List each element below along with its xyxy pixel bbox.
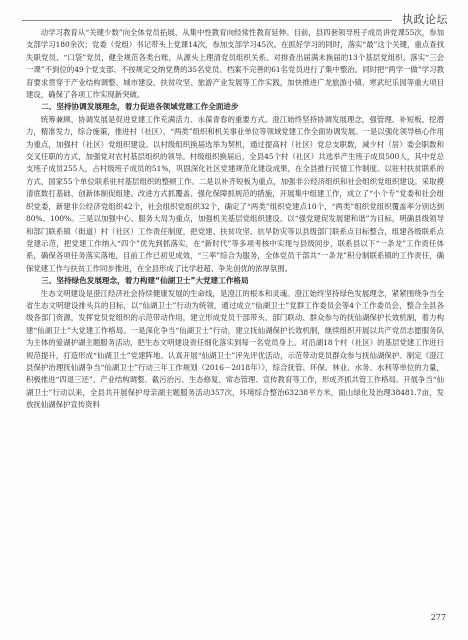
paragraph: 动学习教育从“关键少数”向全体党员拓展、从集中性教育向经常性教育延伸。目前，县四套领导班子成员讲党课55次，参加支部学习180余次；党委（党组）书记带头上党课14次，参加支部学习45次。在抓好学习的同时，落实“最”这个关键，重点查找失职党员、“口袋”党员，健全规范各类台账，从源头上理清党员组织关系。对排查出届满未换届的13个基层党组织、落实“三会一课”不到位的49个党支部、不按规定交纳党费的35名党员、档案不完善的61名党员进行了集中整治。同时把“两学一做”学习教育要求贯穿于产业结构调整、城市建设、扶贫攻坚、旅游产业发展等工作实践，加快推进广龙旅游小镇、寒武纪乐园等重大项目建设，确保了各项工作实现新突破。 [26,28,444,100]
paragraph: 统筹兼顾、协调发展是促进党建工作充满活力、永葆青春的重要方式。澄江始终坚持协调发展理念，强管理、补短板、挖潜力，精准发力，综合施策，推进村（社区）、“两类”组织和机关事业单位等领域党建工作全面协调发展。一是以强化领导核心作用为重点，加强村（社区）党组织建设。以村级组织换届选举为契机，通过提高村（社区）党总支职数，减少村（居）委会职数和交叉任职的方式，加强党对农村基层组织的领导。村级组织换届后，全县45个村（社区）共选举产生班子成员500人，其中党总支班子成员255人，占村级班子成员的51%，巩固深化社区党建规范化建设成果，在全县推行民情工作制度。以驻村扶贫联系的方式，国家55个单位联系驻村基层组织的整顿工作。二是以补齐短板为重点，加强非公经济组织和社会组织党组织建设。采取摸清底数打基础、创新体制促组建、改进方式抓覆盖、强化保障抓规范的措施，开展集中组建工作，成立了“小个专”党委和社会组织党委，新建非公经济党组织42个，社会组织党组织32个，确定了“两类”组织党建点10个，“两类”组织党组织覆盖率分别达到80%、100%。三是以加强中心、服务大局为重点，加强机关基层党组织建设。以“强党建促发展建和谐”为目标，明确县级领导和部门联系镇（街道）村（社区）工作责任制度，把党建、扶贫攻坚、抗旱防灾等以县级部门联系点目标整合，组建各级联系点党建示范，把党建工作纳入“四个”优先到抓落实，在“新时代”等多项考核中实现与县级同步，联系县以下“一条龙”工作责任体系，确保各项任务落实落地，目前工作已初见成效，“三率”综合为服务，全体党员干部共“一条龙”积分制联系镇的工作责任，确保党建工作与扶贫工作同步推进，在全县形成了比学赶超、争先创优的浓厚氛围。 [26,114,444,273]
running-header [0,0,468,30]
section-heading: 二、坚持协调发展理念，着力促进各领域党建工作全面进步 [41,102,239,112]
header-title: 执政论坛 [402,13,448,26]
article-body [26,27,444,412]
paragraph: 生态文明建设是澄江经济社会持续健康发展的生命线，是澄江的根本和灵魂。澄江始终坚持绿色发展理念，紧紧围绕争当全省生态文明建设排头兵的目标，以“仙湖卫士”行动为统领，通过成立“仙湖卫士”党群工作委员会等4个工作委员会，整合全县各级各部门资源，发挥党员党组织的示范带动作用，建立形成党员干部带头、部门联动、群众参与的抚仙湖保护长效机制，着力构建“仙湖卫士”大党建工作格局。一是深化争当“仙湖卫士”行动，建立抚仙湖保护长效机制，继续组织开展以共产党员志愿服务队为主体的爱湖护湖主题服务活动，把生态文明建设责任细化落实到每一名党员身上。对沿湖18个村（社区）的基层党建工作进行规范提升，打造形成“仙湖卫士”党建阵地。认真开展“仙湖卫士”评先评优活动，示范带动党员群众参与抚仙湖保护。制定《澄江县保护治理抚仙湖争当“仙湖卫士”行动三年工作规划（2016－2018年）》，综合抚管、环保、林业、水务、水利等单位的力量，积极推进“四退三还”、产业结构调整、截污治污、生态修复、常态管理、宣传教育等工作，形成齐抓共管工作格局。开展争当“仙湖卫士”行动以来，全县共开展保护母亲湖主题服务活动357次，环境综合整治63238平方米，面山绿化及治理38481.7亩，发放抚仙湖保护宣传资料 [26,288,444,410]
page-number: 277 [430,613,446,622]
section-heading: 三、坚持绿色发展理念，着力构建“仙湖卫士”大党建工作格局 [41,276,249,286]
header-rule [22,20,392,21]
